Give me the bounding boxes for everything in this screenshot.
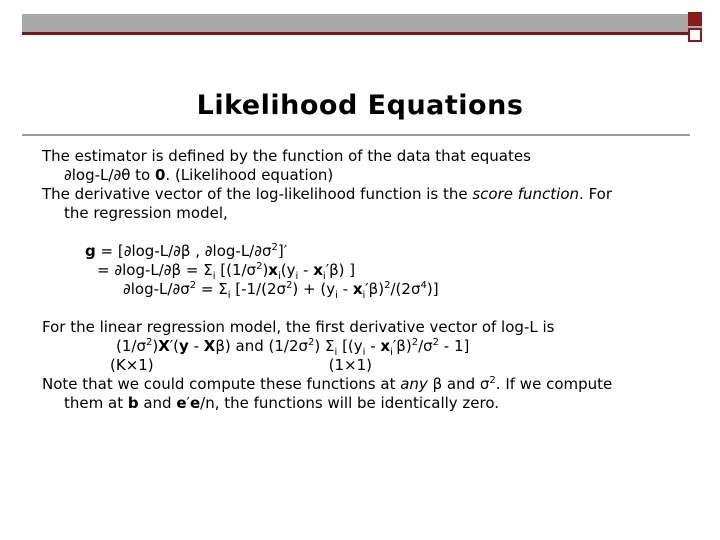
paragraph-1-cont (42, 166, 692, 185)
p2-end: . For (579, 185, 613, 203)
header-band (22, 14, 702, 34)
paragraph-2-cont: the regression model, (64, 204, 228, 222)
header-band-line (22, 32, 702, 35)
p2-start: The derivative vector of the log-likelihood function is the (42, 185, 473, 203)
score-function-term: score function (472, 185, 580, 203)
corner-square-outline (688, 28, 702, 42)
derivative-vector-line: $(1/\sigma^2)X'(y - X\beta)$ and $(1/2\sigma^2)$ $\Sigma_i$ $[(y_i - x_i'\beta)^2/\sigma^2 - 1]$ (116, 337, 470, 358)
equation-dbeta: = $\partial\log-L/\partial\beta = \Sigma_i$ [$(1/\sigma^2)x_i(y_i - x_i'\beta)$ ] (97, 261, 356, 282)
corner-square-top (688, 12, 702, 26)
paragraph-4-cont: them at b and e′e/n, the functions will be identically zero. (64, 394, 500, 412)
paragraph-1: The estimator is defined by the function of the data that equates (42, 147, 531, 165)
slide-title: Likelihood Equations (196, 90, 524, 121)
paragraph-3: For the linear regression model, the first derivative vector of log-L is (42, 318, 555, 336)
dimension-line: (K×1) (1×1) (110, 356, 373, 374)
likelihood-eq-lhs: ∂log-L/∂θ to (64, 166, 155, 184)
likelihood-eq-rest: . (Likelihood equation) (165, 166, 334, 184)
paragraph-4: Note that we could compute these functions at any β and $\sigma^2$. If we compute (42, 375, 613, 393)
slide-body (42, 147, 692, 413)
zero-bold: 0 (154, 166, 166, 184)
paragraph-2 (42, 185, 692, 204)
title-divider (22, 134, 690, 136)
equation-dsigma: $\partial\log-L/\partial\sigma^2 = \Sigma_i$ $[-1/(2\sigma^2) + (y_i - x_i'\beta)^2/(2\sigma^4)]$ (123, 280, 439, 301)
equation-g: g = [∂log-L/∂β , $\partial\log-L/\partial\sigma^2]'$ (85, 242, 288, 260)
